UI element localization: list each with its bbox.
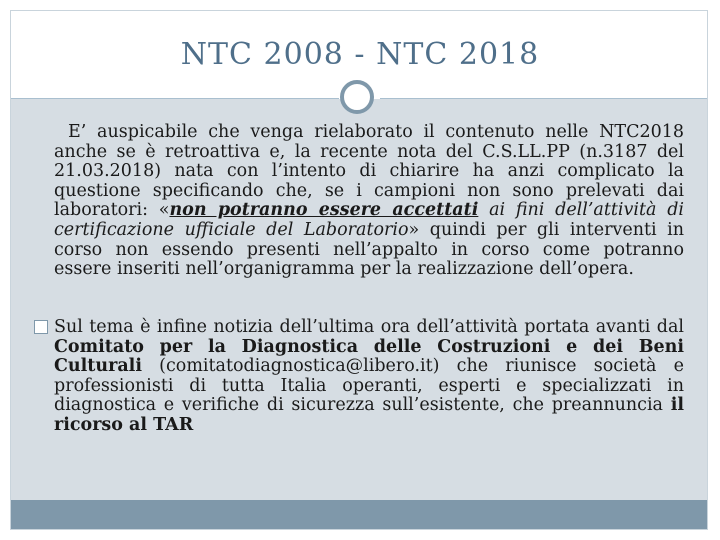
bullet-box-icon [34,320,48,334]
ring-decoration-icon [340,80,374,114]
paragraph-nota-cslpp [54,123,684,280]
title-divider-right [380,98,707,99]
paragraph-comitato [54,318,684,436]
paragraph-text-mid: (comitatodiagnostica@libero.it) che riunisce società e professionisti di tutta Italia operanti, esperti e specializzati in diagnostica e verifiche di sicurezza sull’esistente, che preannuncia [54,356,684,416]
title-divider-left [11,98,339,99]
slide-title: NTC 2008 - NTC 2018 [180,37,540,72]
tar-appeal-text: il ricorso al TAR [54,395,684,435]
paragraph-text: E’ auspicabile che venga rielaborato il contenuto nelle NTC2018 anche se è retroattiva e, la recente nota del C.S.LL.PP (n.3187 del 21.03.2018) nata con l’intento di chiarire ha anzi complicato la questione specificando che, se i campioni non sono prelevati dai laboratori: « [54,122,684,221]
paragraph-text-end: » quindi per gli interventi in corso non essendo presenti nell’appalto in corso come potranno essere inseriti nell’organigramma per la realizzazione dell’opera. [54,219,684,280]
footer-bar [11,500,707,529]
committee-name: Comitato per la Diagnostica delle Costruzioni e dei Beni Culturali [54,336,684,377]
italic-text: ai fini dell’attività di certificazione ufficiale del Laboratorio [54,200,685,240]
paragraph-body [54,123,684,280]
paragraph-text: Sul tema è infine notizia dell’ultima ora dell’attività portata avanti dal [54,317,684,337]
emphasis-text: non potranno essere accettati [169,200,479,221]
